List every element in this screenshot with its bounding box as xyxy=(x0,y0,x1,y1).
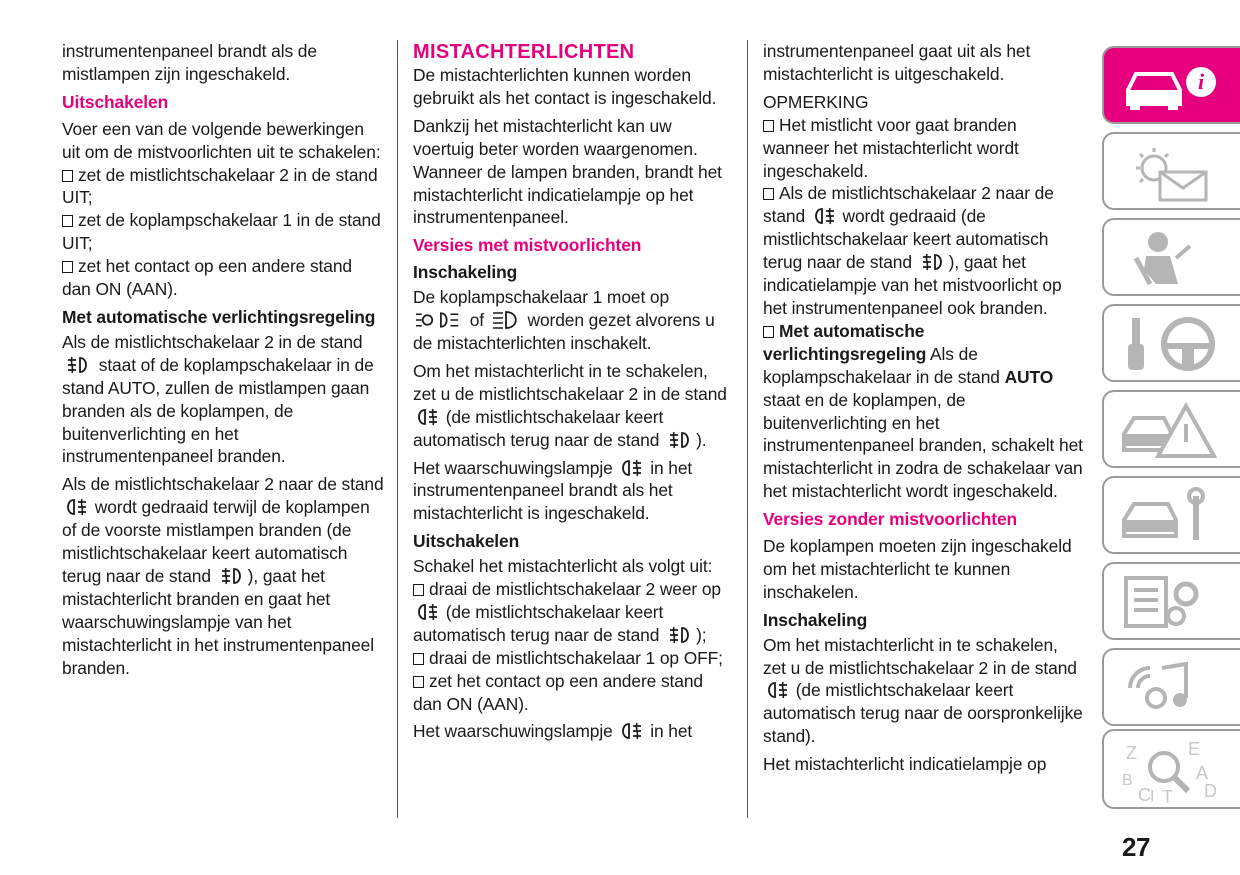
paragraph-text: Voer een van de volgende bewerkingen uit om de mistvoorlichten uit te schakelen: xyxy=(62,118,381,162)
key-steering-icon xyxy=(1116,314,1226,374)
paragraph-text: De koplampschakelaar 1 moet op xyxy=(413,287,670,308)
paragraph xyxy=(763,91,1085,503)
rear-fog-light-icon xyxy=(619,458,643,478)
front-fog-light-icon xyxy=(919,252,947,272)
paragraph: De mistachterlichten kunnen worden gebruikt als het contact is ingeschakeld. xyxy=(413,65,717,108)
car-info-icon xyxy=(1116,56,1226,116)
paragraph-text: Als de mistlichtschakelaar 2 naar de stand xyxy=(62,474,384,495)
rear-fog-light-icon xyxy=(415,407,439,427)
section-heading-versies-zonder: Versies zonder mistvoorlichten xyxy=(763,509,1018,530)
paragraph-text: ), gaat het mistachterlicht branden en gaat het waarschuwingslampje van het mistachterlicht in het instrumentenpaneel branden. xyxy=(62,565,374,678)
low-beam-icon xyxy=(491,310,521,330)
bullet-box-icon xyxy=(413,653,424,665)
subheading-uitschakelen: Uitschakelen xyxy=(413,531,520,552)
paragraph-text: worden gezet alvorens u de mistachterlichten inschakelt. xyxy=(413,310,715,353)
text-column-2 xyxy=(413,40,735,748)
chapter-tab-emergency[interactable] xyxy=(1102,390,1240,468)
index-letter: Z xyxy=(1126,743,1137,763)
airbag-seat-icon xyxy=(1116,228,1226,288)
front-fog-light-icon xyxy=(666,625,694,645)
column-divider xyxy=(397,40,398,818)
rear-fog-light-icon xyxy=(415,602,439,622)
parking-lights-icon xyxy=(415,310,463,330)
subheading-auto: Met automatische verlichtingsregeling xyxy=(62,306,376,327)
index-letter: B xyxy=(1122,772,1133,789)
svg-text:i: i xyxy=(1197,69,1205,94)
list-item: zet de mistlichtschakelaar 2 in de stand UIT; xyxy=(62,164,378,208)
paragraph xyxy=(413,555,735,715)
chapter-tab-starting[interactable] xyxy=(1102,304,1240,382)
index-letter: T xyxy=(1162,787,1173,803)
paragraph-text: Als de mistlichtschakelaar 2 in de stand xyxy=(62,331,363,352)
note-label: OPMERKING xyxy=(763,91,869,112)
front-fog-light-icon xyxy=(666,430,694,450)
paragraph-text: Schakel het mistachterlicht als volgt uit: xyxy=(413,556,713,577)
paragraph-text: (de mistlichtschakelaar keert automatisch terug naar de oorspronkelijke stand). xyxy=(763,680,1083,747)
list-item: zet de koplampschakelaar 1 in de stand UIT; xyxy=(62,210,381,254)
list-item: zet het contact op een andere stand dan ON (AAN). xyxy=(62,256,352,300)
index-search-icon xyxy=(1116,739,1226,803)
chapter-tab-technical[interactable] xyxy=(1102,562,1240,640)
paragraph: Dankzij het mistachterlicht kan uw voertuig beter worden waargenomen. Wanneer de lampen branden, brandt het mistachterlicht indicatielampje op het instrumentenpaneel. xyxy=(413,115,722,228)
bullet-box-icon xyxy=(62,261,73,273)
list-item: (de mistlichtschakelaar keert automatisch terug naar de stand xyxy=(413,601,664,645)
paragraph xyxy=(62,118,384,301)
media-music-icon xyxy=(1116,658,1226,718)
column-divider xyxy=(747,40,748,818)
paragraph-text: (de mistlichtschakelaar keert automatisch terug naar de stand xyxy=(413,406,664,450)
paragraph xyxy=(413,360,735,452)
list-item: draai de mistlichtschakelaar 1 op OFF; xyxy=(429,647,723,668)
text-column-1 xyxy=(62,40,384,684)
list-item: Als de koplampschakelaar in de stand xyxy=(763,343,1000,387)
paragraph: instrumentenpaneel gaat uit als het mistachterlicht is uitgeschakeld. xyxy=(763,41,1031,84)
subheading-inschakeling: Inschakeling xyxy=(413,262,518,283)
list-item: ), gaat het indicatielampje van het mistvoorlicht op het instrumentenpaneel ook branden. xyxy=(763,252,1062,318)
section-heading-uitschakelen: Uitschakelen xyxy=(62,91,169,112)
paragraph-text: wordt gedraaid terwijl de koplampen of de voorste mistlampen branden (de mistlichtschakelaar keert automatisch terug naar de stand xyxy=(62,497,370,586)
text-column-3 xyxy=(763,40,1085,781)
paragraph-text: in het xyxy=(650,721,693,742)
index-letter: A xyxy=(1196,763,1209,783)
chapter-tab-warning-lights[interactable] xyxy=(1102,132,1240,210)
list-item: zet het contact op een andere stand dan ON (AAN). xyxy=(413,670,703,714)
paragraph xyxy=(413,286,735,355)
index-letter: C xyxy=(1138,785,1151,803)
paragraph-text: of xyxy=(469,310,485,331)
warning-lights-icon xyxy=(1116,142,1226,202)
rear-fog-light-icon xyxy=(812,206,836,226)
paragraph-text: ). xyxy=(696,429,707,450)
list-item: ); xyxy=(696,624,707,645)
chapter-tab-dashboard[interactable] xyxy=(1102,46,1240,124)
paragraph xyxy=(763,634,1085,749)
paragraph-text: Het waarschuwingslampje xyxy=(413,721,613,742)
index-letter: D xyxy=(1204,781,1217,801)
chapter-tab-multimedia[interactable] xyxy=(1102,648,1240,726)
list-item: wordt gedraaid (de mistlichtschakelaar keert automatisch terug naar de stand xyxy=(763,206,1049,273)
bullet-box-icon xyxy=(763,326,774,338)
paragraph-text: Het waarschuwingslampje xyxy=(413,457,613,478)
list-item: draai de mistlichtschakelaar 2 weer op xyxy=(429,579,721,600)
paragraph: instrumentenpaneel brandt als de mistlampen zijn ingeschakeld. xyxy=(62,41,317,84)
bullet-box-icon xyxy=(413,584,424,596)
paragraph: De koplampen moeten zijn ingeschakeld om het mistachterlicht te kunnen inschakelen. xyxy=(763,536,1072,602)
list-item: Als de mistlichtschakelaar 2 naar de stand xyxy=(763,183,1054,227)
paragraph: Het mistachterlicht indicatielampje op xyxy=(763,754,1047,775)
paragraph-text: in het instrumentenpaneel brandt als het mistachterlicht is ingeschakeld. xyxy=(413,457,693,524)
chapter-tab-maintenance[interactable] xyxy=(1102,476,1240,554)
paragraph xyxy=(62,331,384,468)
bullet-box-icon xyxy=(413,676,424,688)
subheading-inschakeling: Inschakeling xyxy=(763,609,868,630)
front-fog-light-icon xyxy=(64,355,92,375)
paragraph-text: Om het mistachterlicht in te schakelen, zet u de mistlichtschakelaar 2 in de stand xyxy=(413,360,727,404)
paragraph-text: Om het mistachterlicht in te schakelen, zet u de mistlichtschakelaar 2 in de stand xyxy=(763,634,1077,678)
index-letter: E xyxy=(1188,739,1201,759)
car-hazard-icon xyxy=(1116,400,1226,460)
rear-fog-light-icon xyxy=(619,721,643,741)
paragraph xyxy=(413,457,735,526)
paragraph xyxy=(413,720,735,743)
front-fog-light-icon xyxy=(218,566,246,586)
list-item-bold: Met automatische verlichtingsregeling xyxy=(763,320,927,364)
rear-fog-light-icon xyxy=(765,680,789,700)
chapter-tab-index[interactable] xyxy=(1102,729,1240,809)
auto-label: AUTO xyxy=(1004,366,1054,387)
rear-fog-light-icon xyxy=(64,497,88,517)
bullet-box-icon xyxy=(763,120,774,132)
bullet-box-icon xyxy=(62,215,73,227)
chapter-tab-safety[interactable] xyxy=(1102,218,1240,296)
list-item: Het mistlicht voor gaat branden wanneer het mistachterlicht wordt ingeschakeld. xyxy=(763,114,1019,181)
list-item: staat en de koplampen, de buitenverlichting en het instrumentenpaneel branden, schakelt het mistachterlicht in zodra de schakelaar van het mistachterlicht wordt ingeschakeld. xyxy=(763,389,1083,502)
bullet-box-icon xyxy=(763,188,774,200)
car-wrench-icon xyxy=(1116,486,1226,546)
bullet-box-icon xyxy=(62,170,73,182)
paragraph-text: staat of de koplampschakelaar in de stand AUTO, zullen de mistlampen gaan branden als de koplampen, de buitenverlichting en het instrumentenpaneel branden. xyxy=(62,354,374,467)
page-number: 27 xyxy=(1122,832,1150,862)
section-heading-versies-met: Versies met mistvoorlichten xyxy=(413,235,642,256)
settings-list-icon xyxy=(1116,572,1226,632)
index-letter: I xyxy=(1150,788,1155,803)
paragraph xyxy=(62,473,384,679)
page-title: MISTACHTERLICHTEN xyxy=(413,41,635,63)
